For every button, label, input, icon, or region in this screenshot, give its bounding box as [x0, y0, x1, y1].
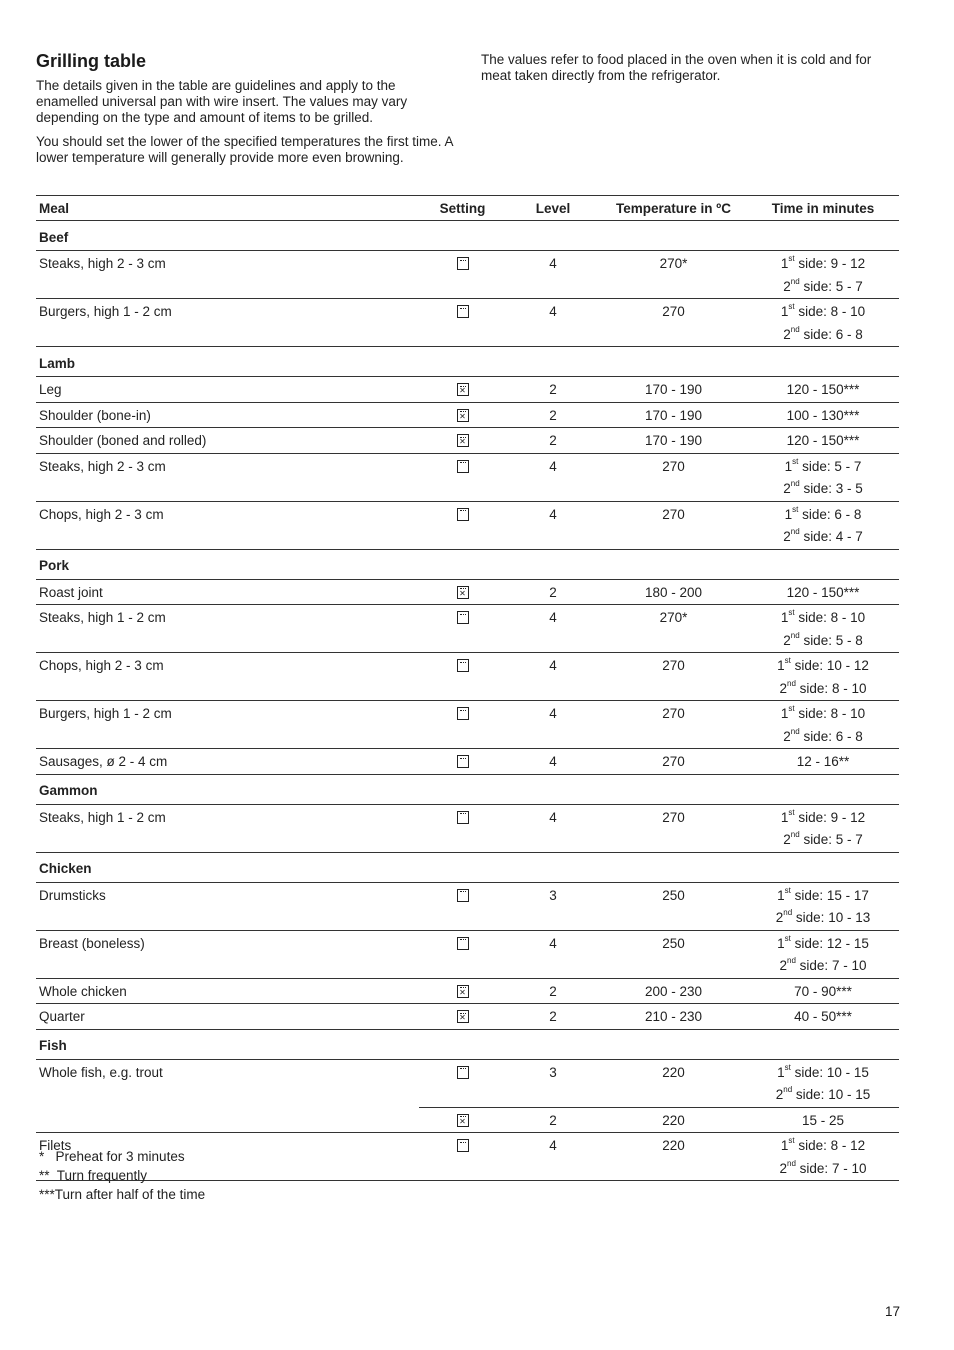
- time-second-value: 5 - 8: [835, 632, 863, 648]
- meal-cell: Whole fish, e.g. trout: [36, 1059, 419, 1133]
- time-first-side: 1st side: 15 - 17: [777, 885, 869, 903]
- time-cell: [747, 1107, 899, 1133]
- setting-cell: [419, 501, 506, 549]
- full-width-grill-icon: [457, 707, 469, 720]
- level-cell: 2: [506, 402, 600, 428]
- category-row: [36, 347, 899, 377]
- temperature-cell: 220: [600, 1107, 747, 1133]
- temperature-cell: 270*: [600, 605, 747, 653]
- time-cell: [747, 501, 899, 549]
- table-row: [36, 605, 899, 653]
- side-label: side:: [803, 481, 832, 496]
- level-cell: 4: [506, 501, 600, 549]
- time-first-side: 1st side: 10 - 12: [777, 656, 869, 673]
- meal-cell: Leg: [36, 377, 419, 403]
- side-label: side:: [798, 304, 827, 319]
- time-second-value: 6 - 8: [835, 326, 863, 342]
- meal-cell: Steaks, high 2 - 3 cm: [36, 251, 419, 299]
- intro-paragraph-3: The values refer to food placed in the oven when it is cold and for meat taken directly from the refrigerator.: [481, 52, 872, 83]
- circulated-air-grilling-icon: [457, 434, 469, 447]
- time-first-value: 5 - 7: [834, 458, 862, 474]
- time-first-side: 1st side: 6 - 8: [784, 504, 862, 522]
- side-label: side:: [799, 958, 829, 973]
- circulated-air-grilling-icon: [457, 383, 469, 396]
- intro-left-column: [36, 50, 456, 174]
- setting-cell: [419, 653, 506, 701]
- time-first-value: 8 - 10: [830, 706, 866, 721]
- level-cell: 4: [506, 453, 600, 501]
- level-cell: 2: [506, 377, 600, 403]
- level-cell: 4: [506, 1133, 600, 1181]
- time-cell: [747, 428, 899, 454]
- temperature-cell: 210 - 230: [600, 1004, 747, 1030]
- full-width-grill-icon: [457, 257, 469, 270]
- category-label: Chicken: [36, 852, 899, 882]
- setting-cell: [419, 251, 506, 299]
- ordinal-first: st: [788, 807, 795, 817]
- full-width-grill-icon: [457, 659, 469, 672]
- table-row: [36, 749, 899, 775]
- table-header-row: [36, 196, 899, 221]
- setting-cell: [419, 1004, 506, 1030]
- setting-cell: [419, 579, 506, 605]
- ordinal-first: st: [788, 254, 795, 263]
- header-time: Time in minutes: [747, 196, 899, 221]
- category-label: Gammon: [36, 774, 899, 804]
- level-cell: 2: [506, 579, 600, 605]
- meal-cell: Shoulder (boned and rolled): [36, 428, 419, 454]
- level-cell: 4: [506, 299, 600, 347]
- time-first-value: 9 - 12: [830, 256, 866, 271]
- time-cell: [747, 377, 899, 403]
- header-level: Level: [506, 196, 600, 221]
- time-cell: [747, 1004, 899, 1030]
- ordinal-second: nd: [783, 1085, 793, 1094]
- circulated-air-grilling-icon: [457, 409, 469, 422]
- ordinal-second: nd: [783, 908, 793, 917]
- time-second-side: 2nd side: 8 - 10: [779, 678, 867, 696]
- time-second-side: 2nd side: 6 - 8: [783, 726, 863, 744]
- circulated-air-grilling-icon: [457, 586, 469, 599]
- ordinal-first: st: [792, 504, 799, 514]
- temperature-cell: 270: [600, 501, 747, 549]
- intro-paragraph-1: The details given in the table are guidelines and apply to the enamelled universal pan with wire insert. The values may vary depending on the type and amount of items to be grilled.: [36, 78, 408, 125]
- table-row: [36, 501, 899, 549]
- temperature-cell: 250: [600, 930, 747, 978]
- ordinal-first: st: [784, 1062, 791, 1072]
- time-cell: [747, 930, 899, 978]
- time-second-value: 5 - 7: [835, 832, 863, 847]
- time-second-side: 2nd side: 3 - 5: [783, 479, 863, 496]
- time-second-value: 3 - 5: [835, 481, 863, 496]
- table-row: [36, 402, 899, 428]
- ordinal-second: nd: [787, 678, 796, 688]
- meal-cell: Drumsticks: [36, 882, 419, 930]
- circulated-air-grilling-icon: [457, 1114, 469, 1127]
- table-row: [36, 428, 899, 454]
- time-second-side: 2nd side: 5 - 7: [783, 276, 863, 294]
- category-row: [36, 1029, 899, 1059]
- time-first-value: 12 - 15: [826, 935, 869, 951]
- setting-cell: [419, 377, 506, 403]
- meal-cell: Breast (boneless): [36, 930, 419, 978]
- side-label: side:: [798, 1138, 827, 1153]
- category-label: Fish: [36, 1029, 899, 1059]
- side-label: side:: [803, 278, 832, 294]
- time-cell: [747, 251, 899, 299]
- full-width-grill-icon: [457, 811, 469, 824]
- meal-cell: Quarter: [36, 1004, 419, 1030]
- level-cell: 3: [549, 1064, 557, 1080]
- header-meal: Meal: [36, 196, 419, 221]
- table-row: [36, 882, 899, 930]
- ordinal-first: st: [784, 885, 791, 895]
- level-cell: 3: [506, 882, 600, 930]
- side-label: side:: [802, 458, 831, 474]
- meal-cell: Steaks, high 1 - 2 cm: [36, 804, 419, 852]
- full-width-grill-icon: [457, 1066, 469, 1079]
- setting-cell: [419, 978, 506, 1004]
- temperature-cell: 270*: [600, 251, 747, 299]
- time-value: 100 - 130***: [786, 407, 860, 423]
- table-row: [36, 978, 899, 1004]
- meal-cell: Filets: [36, 1133, 419, 1181]
- table-row: [36, 1004, 899, 1030]
- time-second-side: 2nd side: 7 - 10: [779, 1158, 867, 1176]
- temperature-cell: 220: [662, 1064, 685, 1080]
- setting-cell: [419, 804, 506, 852]
- ordinal-first: st: [788, 302, 795, 311]
- table-row: [36, 701, 899, 749]
- meal-cell: Chops, high 2 - 3 cm: [36, 501, 419, 549]
- page-number: 17: [884, 1304, 900, 1319]
- time-first-side: 1st side: 8 - 10: [780, 704, 866, 721]
- time-first-side: 1st side: 5 - 7: [784, 456, 862, 474]
- grilling-table: [36, 195, 899, 1181]
- time-first-side: 1st side: 8 - 10: [780, 302, 866, 319]
- full-width-grill-icon: [457, 1139, 469, 1152]
- side-label: side:: [794, 887, 824, 903]
- temperature-cell: 220: [600, 1133, 747, 1181]
- time-second-side: 2nd side: 4 - 7: [783, 527, 863, 544]
- full-width-grill-icon: [457, 937, 469, 950]
- temperature-cell: 270: [600, 453, 747, 501]
- time-first-value: 10 - 15: [826, 1064, 869, 1080]
- time-value: 120 - 150***: [786, 382, 860, 397]
- temperature-cell: 170 - 190: [600, 402, 747, 428]
- time-first-value: 9 - 12: [830, 809, 866, 825]
- side-label: side:: [802, 506, 831, 522]
- full-width-grill-icon: [457, 889, 469, 902]
- temperature-cell: 270: [600, 653, 747, 701]
- setting-cell: [419, 1133, 506, 1181]
- ordinal-second: nd: [787, 956, 796, 965]
- time-second-value: 8 - 10: [831, 680, 867, 696]
- time-cell: [747, 605, 899, 653]
- time-cell: [747, 1059, 899, 1107]
- temperature-cell: 180 - 200: [600, 579, 747, 605]
- time-second-value: 7 - 10: [831, 1160, 867, 1176]
- temperature-cell: 270: [600, 299, 747, 347]
- setting-cell: [419, 299, 506, 347]
- temperature-cell: 250: [600, 882, 747, 930]
- header-setting: Setting: [419, 196, 506, 221]
- footnote-turn-frequently: ** Turn frequently: [39, 1168, 148, 1183]
- time-cell: [747, 804, 899, 852]
- table-row: [36, 251, 899, 299]
- side-label: side:: [794, 935, 824, 951]
- meal-cell: Steaks, high 1 - 2 cm: [36, 605, 419, 653]
- side-label: side:: [795, 910, 825, 925]
- time-first-value: 15 - 17: [826, 887, 869, 903]
- side-label: side:: [798, 809, 827, 825]
- time-second-side: 2nd side: 6 - 8: [783, 324, 863, 342]
- time-second-value: 5 - 7: [835, 278, 863, 294]
- time-cell: [747, 453, 899, 501]
- header-temperature: Temperature in ºC: [600, 196, 747, 221]
- temperature-cell: 170 - 190: [600, 377, 747, 403]
- ordinal-first: st: [784, 656, 791, 665]
- setting-cell: [419, 882, 506, 930]
- time-second-side: 2nd side: 7 - 10: [779, 956, 867, 973]
- time-first-value: 8 - 10: [830, 304, 866, 319]
- time-second-side: 2nd side: 10 - 13: [775, 908, 871, 925]
- side-label: side:: [803, 632, 832, 648]
- ordinal-first: st: [788, 1136, 795, 1145]
- side-label: side:: [795, 1087, 825, 1102]
- meal-cell: Burgers, high 1 - 2 cm: [36, 701, 419, 749]
- time-cell: [747, 1133, 899, 1181]
- setting-cell: [419, 701, 506, 749]
- table-row: [36, 653, 899, 701]
- time-second-value: 6 - 8: [835, 728, 863, 744]
- time-value: 12 - 16**: [796, 754, 850, 769]
- side-label: side:: [798, 256, 827, 271]
- level-cell: 4: [506, 930, 600, 978]
- category-row: [36, 852, 899, 882]
- side-label: side:: [794, 658, 824, 673]
- time-first-side: 1st side: 9 - 12: [780, 807, 866, 825]
- ordinal-second: nd: [790, 324, 800, 334]
- time-value: 15 - 25: [801, 1112, 845, 1128]
- level-cell: 4: [506, 605, 600, 653]
- side-label: side:: [803, 529, 832, 544]
- time-first-value: 8 - 12: [830, 1138, 866, 1153]
- setting-cell: [419, 402, 506, 428]
- side-label: side:: [798, 610, 827, 625]
- time-second-value: 7 - 10: [831, 958, 867, 973]
- ordinal-second: nd: [790, 726, 800, 736]
- time-cell: [747, 579, 899, 605]
- time-first-side: 1st side: 9 - 12: [780, 254, 866, 271]
- time-cell: [747, 701, 899, 749]
- footnotes: [39, 1147, 205, 1204]
- setting-cell: [419, 930, 506, 978]
- full-width-grill-icon: [457, 460, 469, 473]
- time-second-side: 2nd side: 5 - 8: [783, 630, 863, 648]
- temperature-cell: 200 - 230: [600, 978, 747, 1004]
- circulated-air-grilling-icon: [457, 985, 469, 998]
- time-value: 120 - 150***: [786, 433, 860, 448]
- table-row: [36, 453, 899, 501]
- level-cell: 4: [506, 251, 600, 299]
- level-cell: 4: [506, 653, 600, 701]
- table-row: [36, 377, 899, 403]
- table-row: [36, 804, 899, 852]
- time-first-value: 6 - 8: [834, 506, 862, 522]
- level-cell: 4: [506, 749, 600, 775]
- ordinal-second: nd: [790, 276, 800, 286]
- category-row: [36, 549, 899, 579]
- setting-cell: [419, 749, 506, 775]
- temperature-cell: 170 - 190: [600, 428, 747, 454]
- side-label: side:: [799, 680, 829, 696]
- circulated-air-grilling-icon: [457, 1010, 469, 1023]
- table-row: [36, 299, 899, 347]
- footnote-turn-half-time: ***Turn after half of the time: [39, 1187, 206, 1202]
- ordinal-second: nd: [790, 527, 800, 536]
- meal-cell: Steaks, high 2 - 3 cm: [36, 453, 419, 501]
- side-label: side:: [798, 706, 827, 721]
- category-row: [36, 774, 899, 804]
- category-row: [36, 221, 899, 251]
- category-label: Lamb: [36, 347, 899, 377]
- side-label: side:: [803, 728, 832, 744]
- time-first-value: 10 - 12: [826, 658, 869, 673]
- ordinal-first: st: [788, 704, 795, 713]
- full-width-grill-icon: [457, 755, 469, 768]
- time-second-value: 10 - 13: [828, 910, 871, 925]
- ordinal-second: nd: [790, 830, 800, 839]
- time-cell: [747, 402, 899, 428]
- time-cell: [747, 749, 899, 775]
- meal-cell: Shoulder (bone-in): [36, 402, 419, 428]
- setting-cell: [419, 1059, 506, 1107]
- level-cell: 2: [506, 978, 600, 1004]
- level-cell: 2: [506, 1004, 600, 1030]
- side-label: side:: [803, 326, 832, 342]
- time-cell: [747, 299, 899, 347]
- footnote-preheat: * Preheat for 3 minutes: [39, 1149, 185, 1164]
- ordinal-first: st: [784, 933, 791, 943]
- time-value: 120 - 150***: [786, 584, 860, 600]
- ordinal-first: st: [788, 608, 795, 617]
- table-row: [36, 930, 899, 978]
- meal-cell: Roast joint: [36, 579, 419, 605]
- time-second-side: 2nd side: 5 - 7: [783, 830, 863, 847]
- time-first-side: 1st side: 12 - 15: [777, 933, 869, 951]
- level-cell: 2: [506, 428, 600, 454]
- time-second-value: 10 - 15: [828, 1087, 871, 1102]
- setting-cell: [419, 428, 506, 454]
- time-first-side: 1st side: 10 - 15: [777, 1062, 869, 1080]
- ordinal-second: nd: [790, 630, 800, 640]
- table-body: [36, 221, 899, 1181]
- ordinal-second: nd: [790, 479, 800, 488]
- time-cell: [747, 978, 899, 1004]
- ordinal-first: st: [792, 456, 799, 466]
- intro-paragraph-2: You should set the lower of the specified temperatures the first time. A lower temperature will generally provide more even browning.: [36, 134, 453, 165]
- time-first-side: 1st side: 8 - 10: [780, 608, 866, 625]
- side-label: side:: [794, 1064, 824, 1080]
- level-cell: 4: [506, 701, 600, 749]
- meal-cell: Sausages, ø 2 - 4 cm: [36, 749, 419, 775]
- time-cell: [747, 882, 899, 930]
- category-label: Beef: [36, 221, 899, 251]
- temperature-cell: 270: [600, 749, 747, 775]
- table-row: [36, 1059, 899, 1107]
- full-width-grill-icon: [457, 508, 469, 521]
- full-width-grill-icon: [457, 611, 469, 624]
- ordinal-second: nd: [787, 1158, 796, 1168]
- setting-cell: [419, 1107, 506, 1133]
- page-title: Grilling table: [36, 51, 147, 71]
- setting-cell: [419, 605, 506, 653]
- setting-cell: [419, 453, 506, 501]
- side-label: side:: [799, 1160, 829, 1176]
- intro-right-column: [481, 50, 901, 92]
- full-width-grill-icon: [457, 305, 469, 318]
- time-first-side: 1st side: 8 - 12: [780, 1136, 866, 1153]
- time-value: 40 - 50***: [794, 1009, 852, 1024]
- time-second-value: 4 - 7: [835, 529, 863, 544]
- time-cell: [747, 653, 899, 701]
- time-first-value: 8 - 10: [830, 610, 866, 625]
- meal-cell: Burgers, high 1 - 2 cm: [36, 299, 419, 347]
- temperature-cell: 270: [600, 804, 747, 852]
- table-row: [36, 579, 899, 605]
- category-label: Pork: [36, 549, 899, 579]
- time-second-side: 2nd side: 10 - 15: [775, 1085, 871, 1102]
- side-label: side:: [803, 832, 832, 847]
- level-cell: 2: [506, 1107, 600, 1133]
- temperature-cell: 270: [600, 701, 747, 749]
- time-value: 70 - 90***: [794, 983, 852, 999]
- meal-cell: Chops, high 2 - 3 cm: [36, 653, 419, 701]
- level-cell: 4: [506, 804, 600, 852]
- meal-cell: Whole chicken: [36, 978, 419, 1004]
